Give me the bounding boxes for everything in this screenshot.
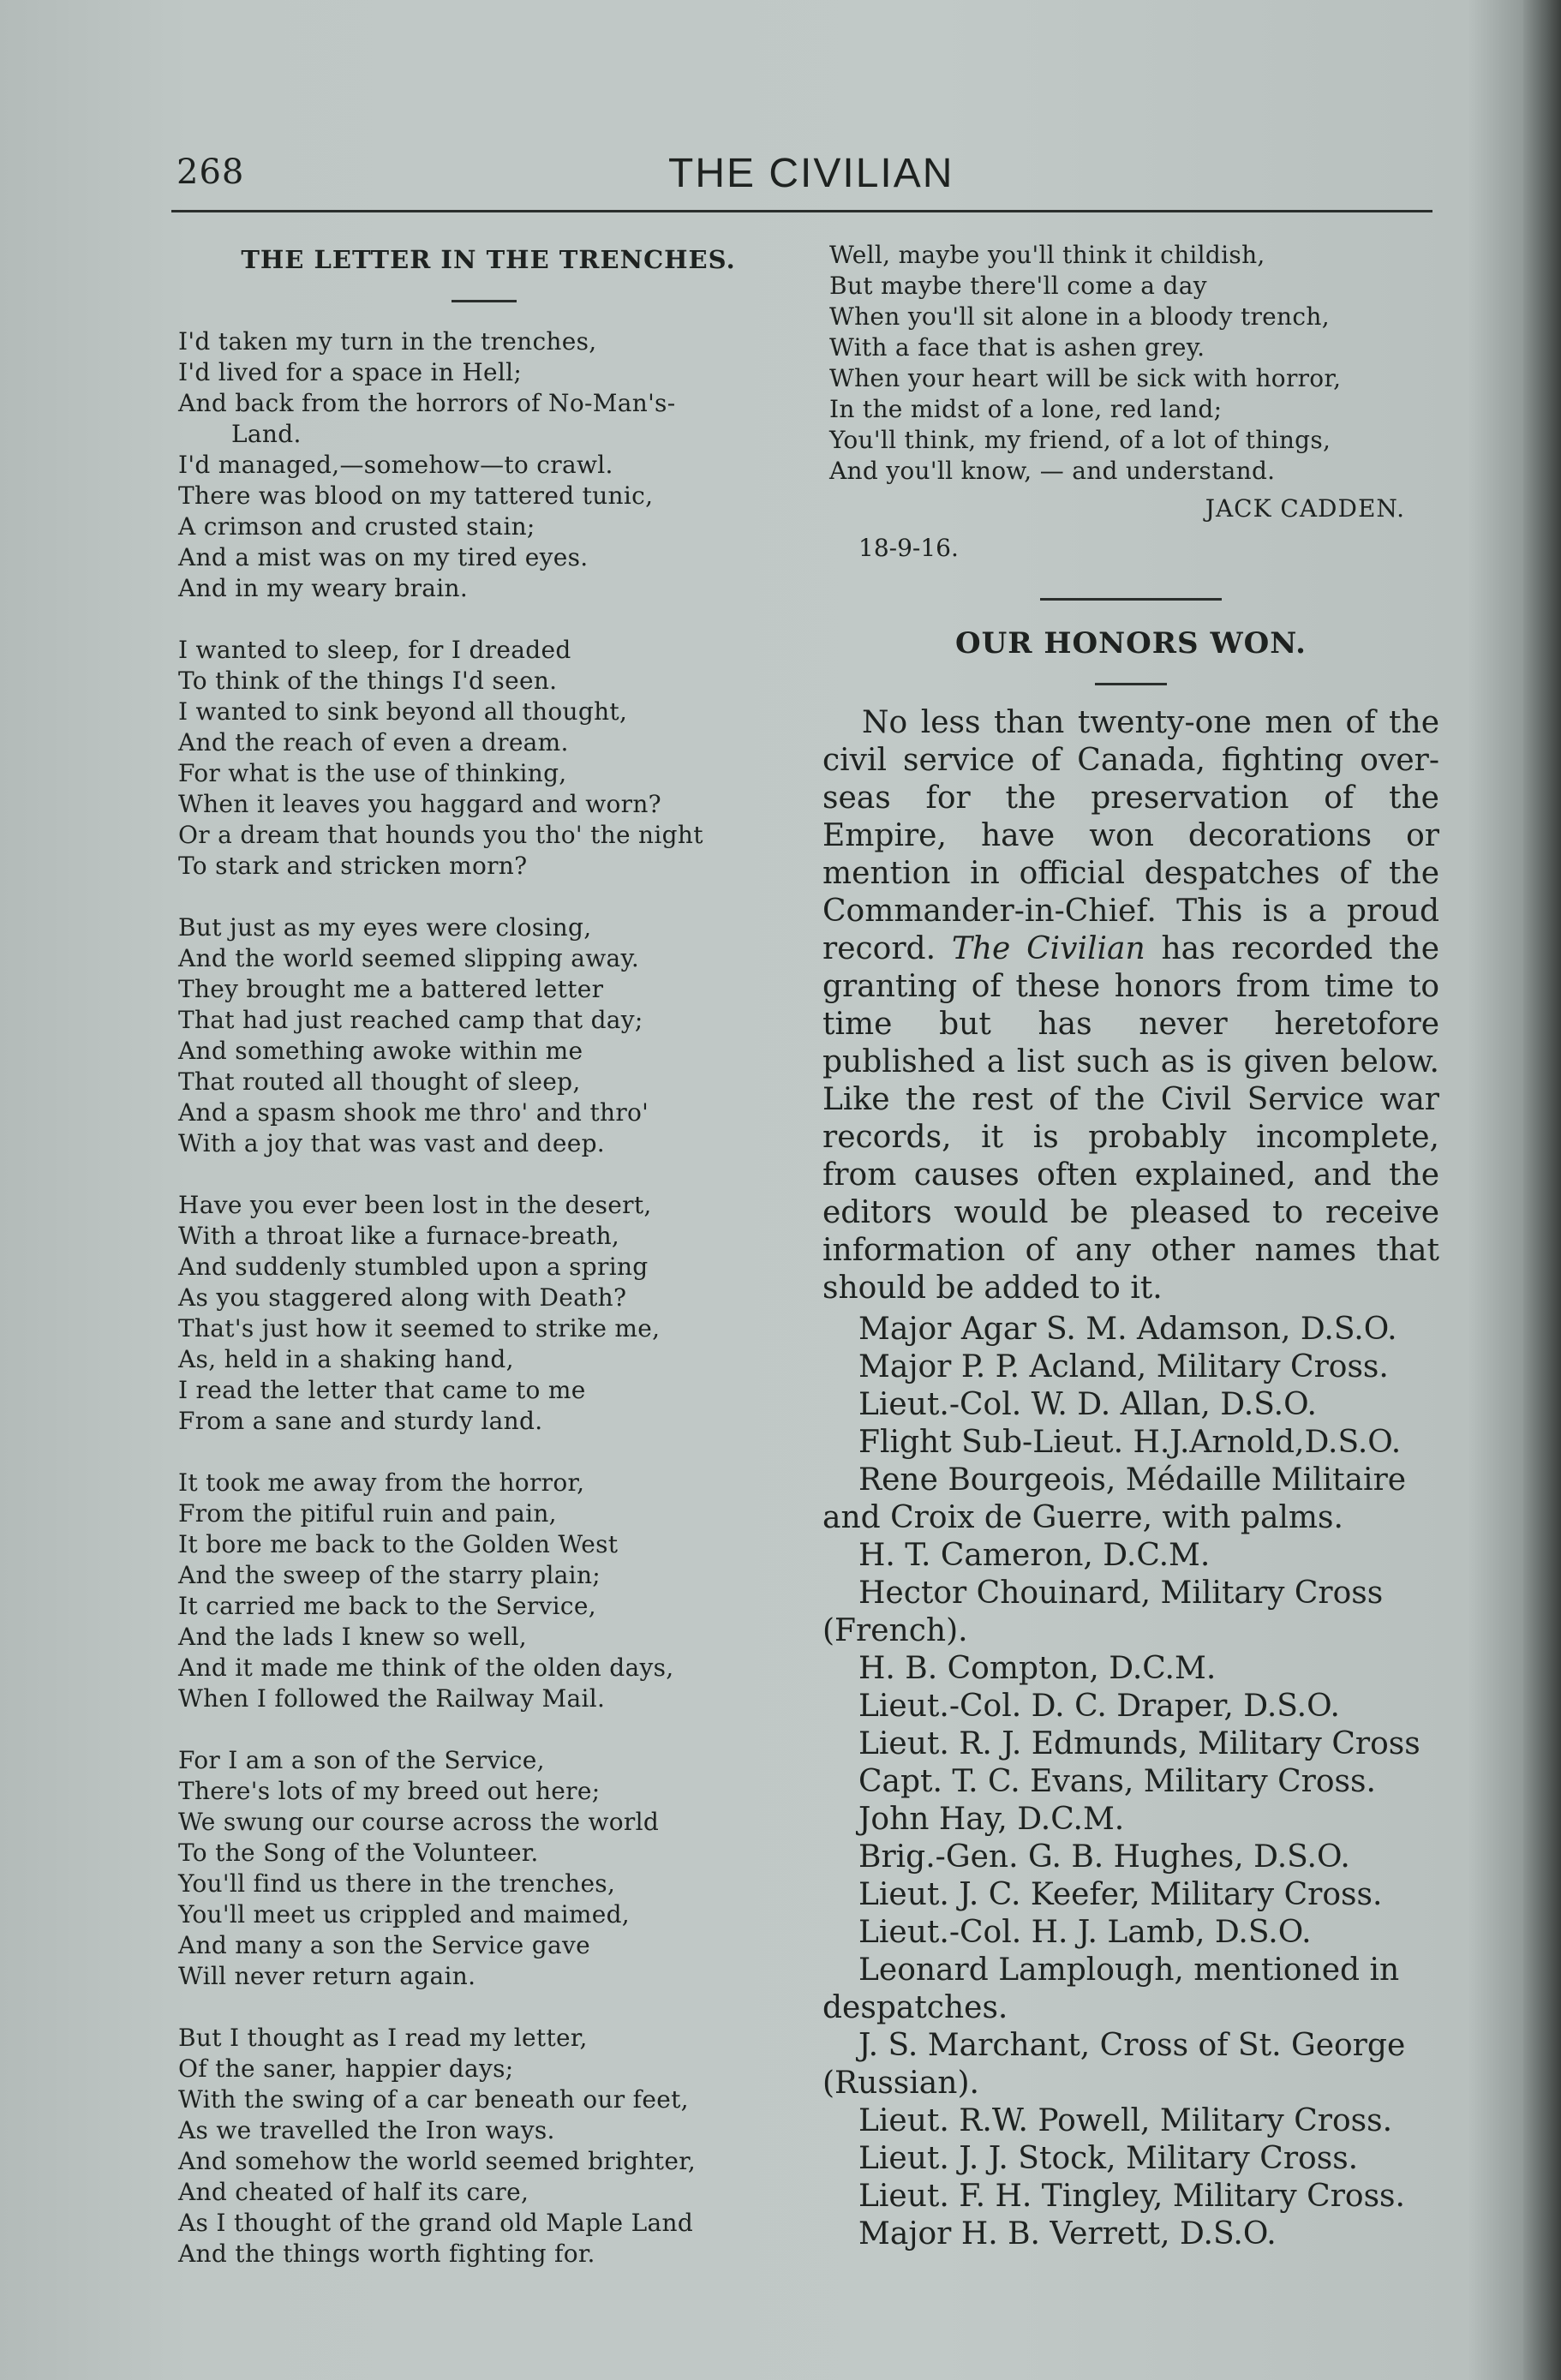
poem-line: And suddenly stumbled upon a spring xyxy=(178,1253,649,1281)
poem-line: And it made me think of the olden days, xyxy=(178,1653,674,1682)
poem-line: And the sweep of the starry plain; xyxy=(178,1561,601,1589)
poem-stanzas xyxy=(171,326,797,2269)
right-column xyxy=(822,240,1439,2253)
poem-line: And a spasm shook me thro' and thro' xyxy=(178,1098,649,1127)
poem-line: And cheated of half its care, xyxy=(178,2178,529,2206)
poem-line: For what is the use of thinking, xyxy=(178,759,567,787)
poem-line: And the world seemed slipping away. xyxy=(178,944,640,972)
poem-stanza xyxy=(178,2023,797,2269)
honor-entry: Lieut. R.W. Powell, Military Cross. xyxy=(858,2103,1393,2138)
header-rule xyxy=(171,210,1432,212)
poem-line: You'll think, my friend, of a lot of things, xyxy=(829,426,1331,454)
poem-line: With the swing of a car beneath our feet, xyxy=(178,2085,689,2114)
poem-line: Well, maybe you'll think it childish, xyxy=(829,241,1265,269)
intro-text-after: has recorded the granting of these honors from time to time but has never heretofore published a list such as is given below. Like the rest of the Civil Service war records, it is probably incomplete, from causes often explained, and the editors would be pleased to receive information of any other names that should be added to it. xyxy=(822,931,1439,1306)
intro-text-before: No less than twenty-one men of the civil service of Canada, fighting over-seas for the preservation of the Empire, have won decorations or mention in official despatches of the Commander-in-Chief. This is a proud record. xyxy=(822,705,1439,966)
poem-line: There's lots of my breed out here; xyxy=(178,1777,601,1805)
section-title-divider xyxy=(1095,683,1167,685)
honor-entry: J. S. Marchant, Cross of St. George (Russian). xyxy=(822,2028,1406,2101)
poem-title: THE LETTER IN THE TRENCHES. xyxy=(241,245,736,274)
poem-line: With a throat like a furnace-breath, xyxy=(178,1222,620,1250)
honor-entry: Major P. P. Acland, Military Cross. xyxy=(858,1349,1389,1384)
poem-line: But maybe there'll come a day xyxy=(829,272,1207,300)
poem-line: When your heart will be sick with horror, xyxy=(829,364,1342,392)
poem-line: We swung our course across the world xyxy=(178,1808,660,1836)
poem-line: With a face that is ashen grey. xyxy=(829,333,1205,362)
poem-line: I wanted to sink beyond all thought, xyxy=(178,697,628,726)
poem-line: That had just reached camp that day; xyxy=(178,1006,643,1034)
poem-line: That's just how it seemed to strike me, xyxy=(178,1314,661,1342)
poem-line: They brought me a battered letter xyxy=(178,975,604,1003)
honor-entry: Lieut. J. C. Keefer, Military Cross. xyxy=(858,1877,1383,1912)
publication-name: The Civilian xyxy=(951,931,1145,966)
honor-entry: Brig.-Gen. G. B. Hughes, D.S.O. xyxy=(858,1839,1350,1875)
poem-line: And in my weary brain. xyxy=(178,574,469,602)
left-column xyxy=(171,240,797,2300)
poem-line: I'd lived for a space in Hell; xyxy=(178,358,523,386)
poem-line: A crimson and crusted stain; xyxy=(178,512,535,541)
poem-line: I'd managed,—somehow—to crawl. xyxy=(178,451,613,479)
poem-line: When you'll sit alone in a bloody trench, xyxy=(829,302,1330,331)
section-divider xyxy=(1040,598,1222,601)
honor-entry: Flight Sub-Lieut. H.J.Arnold,D.S.O. xyxy=(858,1425,1402,1460)
poem-stanza xyxy=(178,635,797,882)
honor-entry: Major H. B. Verrett, D.S.O. xyxy=(858,2216,1277,2251)
poem-line: And a mist was on my tired eyes. xyxy=(178,543,589,571)
honor-entry: Lieut. R. J. Edmunds, Military Cross xyxy=(858,1726,1420,1761)
poem-line: It took me away from the horror, xyxy=(178,1468,585,1497)
honor-entry: Major Agar S. M. Adamson, D.S.O. xyxy=(858,1312,1397,1347)
poem-line: To stark and stricken morn? xyxy=(178,852,528,880)
poem-line: With a joy that was vast and deep. xyxy=(178,1129,606,1157)
honor-entry: Capt. T. C. Evans, Military Cross. xyxy=(858,1764,1376,1799)
poem-line: It carried me back to the Service, xyxy=(178,1592,596,1620)
poem-line: To the Song of the Volunteer. xyxy=(178,1839,539,1867)
poem-line: But I thought as I read my letter, xyxy=(178,2024,588,2052)
poem-line: In the midst of a lone, red land; xyxy=(829,395,1223,423)
poem-line: Have you ever been lost in the desert, xyxy=(178,1191,652,1219)
poem-line: As, held in a shaking hand, xyxy=(178,1345,514,1373)
poem-line: When it leaves you haggard and worn? xyxy=(178,790,661,818)
poem-line: As you staggered along with Death? xyxy=(178,1283,627,1312)
poem-author: JACK CADDEN. xyxy=(1205,494,1405,523)
poem-stanza xyxy=(178,1468,797,1714)
poem-line: And you'll know, — and understand. xyxy=(829,457,1276,485)
poem-line: You'll meet us crippled and maimed, xyxy=(178,1900,631,1929)
poem-line: I read the letter that came to me xyxy=(178,1376,586,1404)
poem-line: To think of the things I'd seen. xyxy=(178,667,558,695)
poem-line: And the lads I knew so well, xyxy=(178,1623,527,1651)
honor-entry: Lieut. J. J. Stock, Military Cross. xyxy=(858,2141,1359,2176)
poem-line: And somehow the world seemed brighter, xyxy=(178,2147,697,2175)
honor-entry: H. B. Compton, D.C.M. xyxy=(858,1651,1217,1686)
poem-line: Of the saner, happier days; xyxy=(178,2054,514,2083)
honor-entry: Lieut.-Col. D. C. Draper, D.S.O. xyxy=(858,1689,1340,1724)
intro-paragraph xyxy=(822,704,1439,1307)
poem-line: It bore me back to the Golden West xyxy=(178,1530,619,1558)
poem-line: You'll find us there in the trenches, xyxy=(178,1869,616,1898)
poem-line: I'd taken my turn in the trenches, xyxy=(178,327,597,356)
book-spine-shadow xyxy=(1523,0,1561,2380)
honors-list xyxy=(822,1311,1439,2253)
poem-stanza xyxy=(178,1745,797,1992)
poem-stanza xyxy=(178,912,797,1159)
poem-line: For I am a son of the Service, xyxy=(178,1746,545,1774)
honor-entry: Leonard Lamplough, mentioned in despatches. xyxy=(822,1952,1400,2025)
page-number: 268 xyxy=(176,152,245,192)
poem-stanza xyxy=(178,326,797,604)
poem-line: Land. xyxy=(231,420,302,448)
honor-entry: H. T. Cameron, D.C.M. xyxy=(858,1538,1211,1573)
section-title: OUR HONORS WON. xyxy=(955,626,1307,661)
poem-line: But just as my eyes were closing, xyxy=(178,913,592,942)
poem-line: There was blood on my tattered tunic, xyxy=(178,481,654,510)
poem-final-stanza xyxy=(829,240,1439,487)
poem-line: And back from the horrors of No-Man's- xyxy=(178,389,676,417)
poem-line: From a sane and sturdy land. xyxy=(178,1407,543,1435)
poem-line: That routed all thought of sleep, xyxy=(178,1067,581,1096)
poem-line: And the things worth fighting for. xyxy=(178,2239,595,2268)
poem-line: From the pitiful ruin and pain, xyxy=(178,1499,557,1528)
poem-line: And many a son the Service gave xyxy=(178,1931,590,1959)
poem-line: When I followed the Railway Mail. xyxy=(178,1684,606,1713)
honor-entry: Lieut.-Col. H. J. Lamb, D.S.O. xyxy=(858,1915,1312,1950)
poem-date: 18-9-16. xyxy=(858,534,959,562)
running-title: THE CIVILIAN xyxy=(668,151,954,196)
poem-line: I wanted to sleep, for I dreaded xyxy=(178,636,571,664)
poem-stanza xyxy=(178,1190,797,1437)
poem-line: Or a dream that hounds you tho' the night xyxy=(178,821,703,849)
poem-line: As I thought of the grand old Maple Land xyxy=(178,2209,694,2237)
honor-entry: Rene Bourgeois, Médaille Militaire and Croix de Guerre, with palms. xyxy=(822,1462,1407,1535)
honor-entry: Hector Chouinard, Military Cross (French). xyxy=(822,1576,1384,1648)
honor-entry: Lieut. F. H. Tingley, Military Cross. xyxy=(858,2179,1405,2214)
title-divider xyxy=(452,300,517,302)
poem-line: And the reach of even a dream. xyxy=(178,728,569,756)
poem-line: Will never return again. xyxy=(178,1962,476,1990)
honor-entry: Lieut.-Col. W. D. Allan, D.S.O. xyxy=(858,1387,1317,1422)
honor-entry: John Hay, D.C.M. xyxy=(858,1802,1125,1837)
poem-line: As we travelled the Iron ways. xyxy=(178,2116,555,2144)
poem-line: And something awoke within me xyxy=(178,1037,583,1065)
